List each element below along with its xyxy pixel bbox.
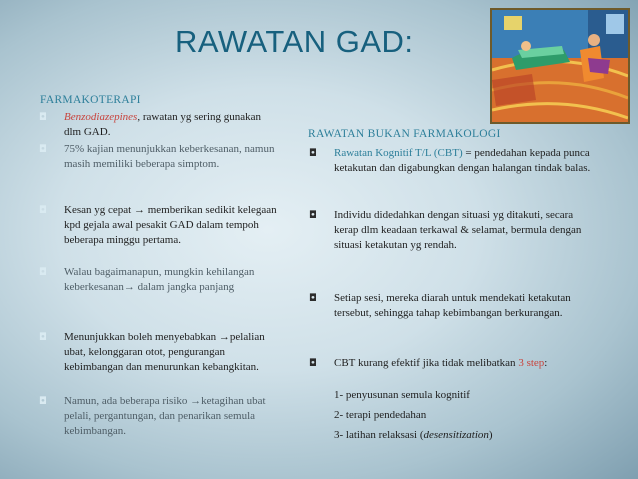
bullet-icon: ◘ (309, 148, 317, 159)
bullet-icon: ◘ (309, 293, 317, 304)
arrow-icon: → (190, 395, 202, 407)
list-item (309, 146, 596, 176)
step-3-text: 3- latihan relaksasi ( (334, 429, 424, 441)
bullet-icon: ◘ (39, 144, 47, 155)
bullet-icon: ◘ (309, 358, 317, 369)
step-2: 2- terapi pendedahan (334, 409, 427, 421)
item-text: , rawatan yg sering gunakan dlm GAD. (64, 111, 262, 139)
list-item (39, 394, 289, 440)
arrow-icon: → (218, 331, 230, 343)
item-text: Individu didedahkan dengan situasi yg ditakuti, secara kerap dlm keadaan terkawal & selamat, bermula dengan situasi ketakutan yg rendah. (334, 209, 582, 252)
item-text: 75% kajian menunjukkan keberkesanan, namun masih memiliki beberapa simptom. (64, 143, 275, 171)
item-text: Kesan yg cepat (64, 204, 134, 216)
arrow-icon: → (133, 204, 145, 216)
bullet-icon: ◘ (39, 205, 47, 216)
list-item (39, 265, 274, 295)
bullet-icon: ◘ (309, 210, 317, 221)
drug-name: Benzodiazepines (64, 111, 138, 123)
bullet-icon: ◘ (39, 112, 47, 123)
bullet-icon: ◘ (39, 332, 47, 343)
bullet-icon: ◘ (39, 396, 47, 407)
list-item (309, 291, 596, 321)
list-item (309, 208, 596, 254)
step-3-close: ) (488, 429, 493, 441)
therapy-session-painting-icon (490, 8, 630, 124)
arrow-icon: → (123, 281, 135, 294)
item-text: ketagihan ubat pelali, pergantungan, dan penarikan semula kebimbangan. (64, 395, 266, 438)
step-count: 3 (518, 357, 524, 369)
item-text: = pendedahan kepada punca ketakutan dan digabungkan dengan halangan tindak balas. (334, 147, 591, 175)
step-1: 1- penyusunan semula kognitif (334, 389, 470, 401)
list-item (309, 356, 596, 371)
list-item (39, 203, 289, 249)
item-text: Setiap sesi, mereka diarah untuk mendekati ketakutan tersebut, sehingga tahap kebimbangan berkurangan. (334, 292, 571, 320)
item-text: Namun, ada beberapa risiko (64, 395, 191, 407)
step-3-italic: desensitization (423, 429, 489, 441)
item-text: : (544, 357, 548, 369)
slide-title: RAWATAN GAD: (175, 24, 414, 59)
item-text: dalam jangka panjang (134, 281, 235, 294)
item-text: Walau bagaimanapun, mungkin kehilangan keberkesanan (64, 266, 255, 294)
list-item (39, 110, 279, 140)
bullet-icon: ◘ (39, 267, 47, 278)
item-text: CBT kurang efektif jika tidak melibatkan (334, 357, 519, 369)
list-item (39, 330, 279, 376)
step-word: step (523, 357, 545, 369)
item-text: memberikan sedikit kelegaan kpd gejala awal pesakit GAD dalam tempoh beberapa minggu pertama. (64, 204, 277, 247)
step-3 (334, 428, 493, 443)
cbt-label: Rawatan Kognitif T/L (CBT) (334, 147, 463, 159)
left-heading: FARMAKOTERAPI (40, 94, 141, 106)
right-heading: RAWATAN BUKAN FARMAKOLOGI (308, 128, 501, 140)
item-text: Menunjukkan boleh menyebabkan (64, 331, 219, 343)
list-item (39, 142, 294, 172)
item-text: pelalian ubat, kelonggaran otot, pengurangan kebimbangan dan menurunkan kebangkitan. (64, 331, 265, 374)
